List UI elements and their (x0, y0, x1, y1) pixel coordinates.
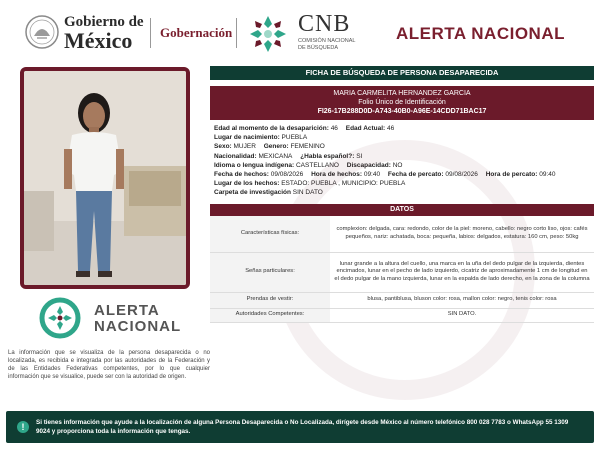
footer-text: Si tienes información que ayude a la localización de alguna Persona Desaparecida o No Localizada, dirígete desde México al número telefónico 800 028 7783 o WhatsApp 55 1309 9024 y proporciona toda la información que tengas. (36, 419, 569, 435)
page-header (0, 0, 600, 62)
photo-illustration (24, 71, 186, 285)
table-row (210, 308, 594, 322)
datos-key: Autoridades Competentes: (210, 308, 330, 322)
gob-line2: México (64, 28, 133, 53)
gob-line1: Gobierno de (64, 14, 144, 30)
info-row (214, 170, 594, 179)
espanol-value: SI (356, 152, 363, 160)
cnb-logo-text (298, 12, 355, 52)
edad-actual-value: 46 (387, 125, 395, 132)
person-info (210, 124, 594, 198)
fecha-percato-value: 09/08/2026 (445, 171, 478, 179)
info-row (214, 188, 594, 197)
table-row (210, 292, 594, 308)
fecha-hechos-label: Fecha de hechos: (214, 171, 269, 179)
datos-value: lunar grande a la altura del cuello, una marca en la uña del dedo pulgar de la izquierda, dientes encimados, lunar en el pecho de lado izquierdo, cicatriz de aproximadamente 1 cm de longitud en el dedo pulgar de la mano izquierda, lunar en la espalda de lado derecho, en la zona de la columna (330, 252, 594, 292)
info-row (214, 133, 594, 142)
ficha-panel (210, 66, 594, 198)
lugar-nac-label: Lugar de nacimiento: (214, 134, 280, 142)
info-row (214, 179, 594, 188)
logo-line2: NACIONAL (94, 318, 182, 335)
discapacidad-value: NO (392, 161, 403, 169)
edad-desap-label: Edad al momento de la desaparición: (214, 125, 329, 132)
missing-person-photo (20, 67, 190, 289)
ficha-title-bar: FICHA DE BÚSQUEDA DE PERSONA DESAPARECIDA (210, 66, 594, 80)
fecha-hechos-value: 09/08/2026 (270, 171, 304, 179)
edad-desap-value: 46 (330, 125, 338, 132)
datos-value: blusa, pantiblusa, bluson color: rosa, mallon color: negro, tenis color: rosa (330, 292, 594, 308)
lugar-hechos-value: ESTADO: PUEBLA , MUNICIPIO: PUEBLA (281, 180, 406, 188)
discapacidad-label: Discapacidad: (346, 161, 391, 169)
mexico-seal-icon (24, 14, 60, 50)
cnb-title: CNB (298, 11, 351, 37)
genero-label: Genero: (263, 143, 289, 151)
cnb-subtitle-2: DE BÚSQUEDA (298, 45, 339, 51)
idioma-value: CASTELLANO (295, 161, 339, 169)
header-divider (150, 18, 151, 48)
lugar-hechos-label: Lugar de los hechos: (214, 180, 280, 188)
alert-icon: ! (17, 421, 29, 433)
hora-percato-value: 09:40 (539, 171, 556, 179)
idioma-label: Idioma o lengua indígena: (214, 161, 295, 169)
cnb-flower-icon (246, 12, 290, 56)
nacionalidad-label: Nacionalidad: (214, 152, 257, 160)
hora-percato-label: Hora de percato: (485, 171, 538, 179)
disclaimer-text: La información que se visualiza de la persona desaparecida o no localizada, es recibida e integrada por las autoridades de la Federación y de las Entidades Federativas competentes, por lo que cualquier información que se visualice, puede ser con la autoridad de origen. (8, 350, 210, 380)
datos-title-bar: DATOS (210, 204, 594, 216)
datos-value: complexion: delgada, cara: redondo, color de la piel: moreno, cabello: negro corto liso, ojos: cafés pequeños, nariz: achatada, boca: pequeña, labios: delgados, estatura: 160 cm, peso: 50kg (330, 216, 594, 252)
genero-value: FEMENINO (290, 143, 325, 151)
header-divider (236, 18, 237, 48)
person-name: MARIA CARMELITA HERNANDEZ GARCIA (333, 90, 471, 97)
gobernacion-label: Gobernación (160, 25, 233, 40)
alerta-nacional-title: ALERTA NACIONAL (396, 24, 565, 43)
contact-footer (6, 411, 594, 443)
datos-key: Características físicas: (210, 216, 330, 252)
alerta-nacional-logo-text (94, 303, 181, 335)
hora-hechos-value: 09:40 (363, 171, 381, 179)
info-row (214, 152, 594, 161)
datos-value: SIN DATO. (330, 308, 594, 322)
info-row (214, 124, 594, 133)
lugar-nac-value: PUEBLA (281, 134, 308, 142)
sexo-value: MUJER (233, 143, 256, 151)
carpeta-label: Carpeta de investigación (214, 189, 291, 197)
table-row (210, 252, 594, 292)
datos-key: Señas particulares: (210, 252, 330, 292)
cnb-subtitle-1: COMISIÓN NACIONAL (298, 38, 356, 44)
datos-key: Prendas de vestir: (210, 292, 330, 308)
table-row (210, 216, 594, 252)
hora-hechos-label: Hora de hechos: (311, 171, 363, 179)
info-row (214, 142, 594, 151)
edad-actual-label: Edad Actual: (345, 125, 386, 132)
datos-table (210, 216, 594, 323)
espanol-label: ¿Habla español?: (300, 152, 355, 160)
logo-line1: ALERTA (94, 302, 160, 319)
sexo-label: Sexo: (214, 143, 232, 151)
info-row (214, 161, 594, 170)
nacionalidad-value: MEXICANA (258, 152, 293, 160)
folio-value: FI26-17B288D0D-A743-40B0-A96E-14CDD71BAC17 (317, 108, 487, 115)
gobierno-mexico-logo (64, 14, 144, 52)
fecha-percato-label: Fecha de percato: (387, 171, 444, 179)
folio-label: Folio Único de Identificación (358, 99, 446, 106)
person-name-box (210, 86, 594, 120)
carpeta-value: SIN DATO (292, 189, 323, 197)
